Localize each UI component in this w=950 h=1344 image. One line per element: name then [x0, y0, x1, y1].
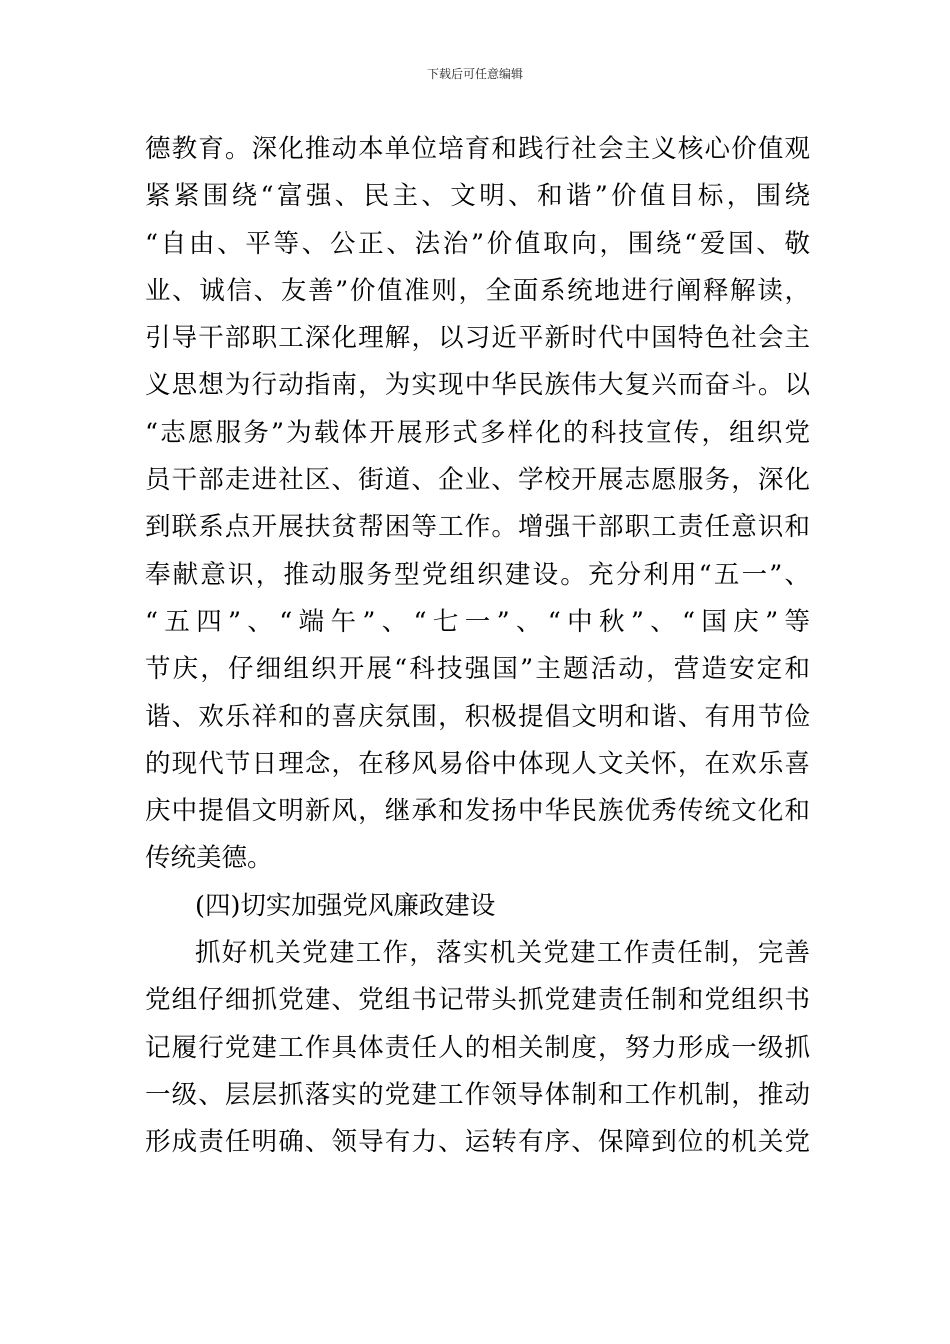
body-line: 庆中提倡文明新风，继承和发扬中华民族优秀传统文化和	[145, 796, 810, 827]
page-header-note: 下载后可任意编辑	[426, 67, 523, 81]
body-line: 德教育。深化推动本单位培育和践行社会主义核心价值观	[145, 134, 810, 164]
body-line: 到联系点开展扶贫帮困等工作。增强干部职工责任意识和	[145, 512, 810, 543]
section-heading: (四)切实加强党风廉政建设	[195, 890, 496, 921]
body-line: 记履行党建工作具体责任人的相关制度，努力形成一级抓	[145, 1032, 810, 1063]
body-line: 抓好机关党建工作，落实机关党建工作责任制，完善	[195, 938, 810, 969]
body-line: 的现代节日理念，在移风易俗中体现人文关怀，在欢乐喜	[145, 748, 810, 779]
body-line: 义思想为行动指南，为实现中华民族伟大复兴而奋斗。以	[145, 370, 810, 401]
body-line: 员干部走进社区、街道、企业、学校开展志愿服务，深化	[145, 465, 810, 496]
body-line: 一级、层层抓落实的党建工作领导体制和工作机制，推动	[145, 1079, 810, 1110]
body-line: 党组仔细抓党建、党组书记带头抓党建责任制和党组织书	[145, 985, 810, 1016]
body-line: “自由、平等、公正、法治”价值取向，围绕“爱国、敬	[145, 228, 810, 259]
body-line: 业、诚信、友善”价值准则，全面系统地进行阐释解读，	[145, 275, 810, 306]
document-body	[145, 126, 810, 1167]
body-line: 谐、欢乐祥和的喜庆氛围，积极提倡文明和谐、有用节俭	[145, 701, 810, 732]
body-line: 引导干部职工深化理解，以习近平新时代中国特色社会主	[145, 323, 810, 354]
body-line: 节庆，仔细组织开展“科技强国”主题活动，营造安定和	[145, 654, 810, 685]
body-line: 形成责任明确、领导有力、运转有序、保障到位的机关党	[145, 1127, 810, 1158]
body-line: 传统美德。	[145, 843, 273, 874]
body-line: 紧紧围绕“富强、民主、文明、和谐”价值目标，围绕	[145, 181, 810, 212]
body-line: “五四”、“端午”、“七一”、“中秋”、“国庆”等	[145, 606, 810, 637]
body-line: 奉献意识，推动服务型党组织建设。充分利用“五一”、	[145, 559, 810, 590]
body-line: “志愿服务”为载体开展形式多样化的科技宣传，组织党	[145, 417, 810, 448]
